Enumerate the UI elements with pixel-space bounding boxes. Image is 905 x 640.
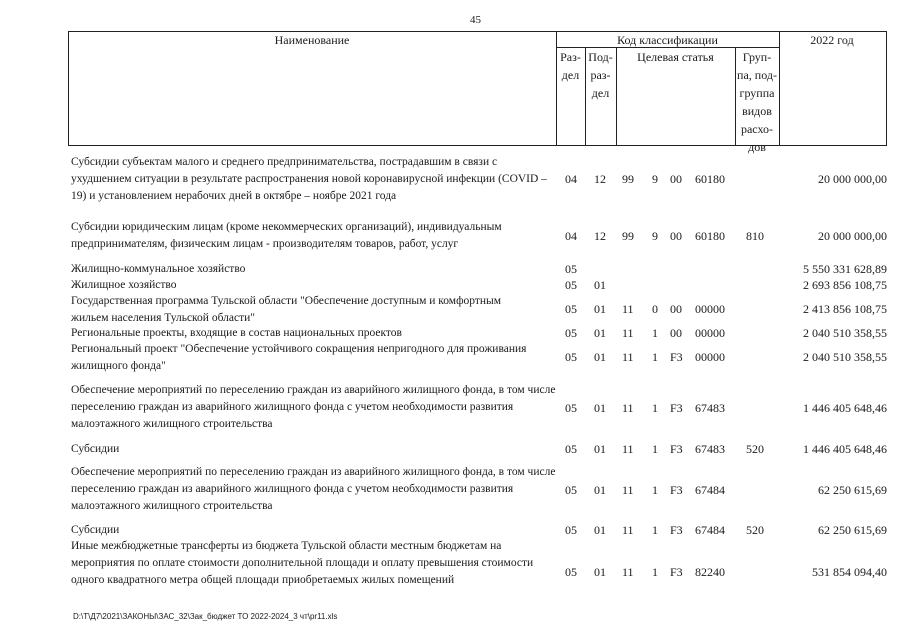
row-c4: 67483 xyxy=(695,401,725,415)
row-c1: 11 xyxy=(622,350,634,364)
row-c1: 99 xyxy=(622,172,634,186)
row-amount: 2 040 510 358,55 xyxy=(803,326,887,340)
row-c2: 1 xyxy=(652,401,658,415)
row-c1: 11 xyxy=(622,326,634,340)
header-podrazdel: Под- раз- дел xyxy=(588,50,613,100)
row-amount: 2 693 856 108,75 xyxy=(803,278,887,292)
row-name: Жилищно-коммунальное хозяйство xyxy=(71,263,246,275)
row-name: Жилищное хозяйство xyxy=(71,279,177,291)
row-name: Субсидии субъектам малого и среднего предпринимательства, пострадавшим в связи с ухудшением ситуации в результате распространения новой коронавирусной инфекции (COVID – 19) и установлением нерабочих дней в октябре – ноябре 2021 года xyxy=(71,156,547,202)
row-c3: F3 xyxy=(670,350,683,364)
row-pr: 01 xyxy=(594,401,606,415)
row-c2: 1 xyxy=(652,565,658,579)
row-amount: 1 446 405 648,46 xyxy=(803,442,887,456)
row-pr: 01 xyxy=(594,302,606,316)
row-name: Государственная программа Тульской области "Обеспечение доступным и комфортным жильем населения Тульской области" xyxy=(71,295,502,324)
row-c4: 60180 xyxy=(695,229,725,243)
row-c4: 67483 xyxy=(695,442,725,456)
row-pr: 01 xyxy=(594,523,606,537)
row-name: Иные межбюджетные трансферты из бюджета Тульской области местным бюджетам на мероприятия по оплате стоимости дополнительной площади и оплату превышения стоимости одного квадратного метра общей площади приобретаемых жилых помещений xyxy=(71,540,534,586)
row-name: Субсидии юридическим лицам (кроме некоммерческих организаций), индивидуальным предпринимателям, физическим лицам - производителям товаров, работ, услуг xyxy=(71,221,502,250)
row-vr: 520 xyxy=(746,442,764,456)
row-c4: 00000 xyxy=(695,302,725,316)
row-c1: 11 xyxy=(622,302,634,316)
row-rz: 05 xyxy=(565,326,577,340)
row-c1: 11 xyxy=(622,523,634,537)
row-c2: 1 xyxy=(652,350,658,364)
row-c2: 1 xyxy=(652,523,658,537)
header-code-group: Код классификации xyxy=(617,33,718,47)
row-rz: 05 xyxy=(565,302,577,316)
row-c3: 00 xyxy=(670,229,682,243)
row-rz: 05 xyxy=(565,442,577,456)
row-rz: 05 xyxy=(565,565,577,579)
row-amount: 20 000 000,00 xyxy=(818,172,887,186)
row-c4: 00000 xyxy=(695,326,725,340)
row-c2: 1 xyxy=(652,326,658,340)
row-amount: 62 250 615,69 xyxy=(818,483,887,497)
row-c2: 9 xyxy=(652,229,658,243)
row-vr: 520 xyxy=(746,523,764,537)
row-name: Обеспечение мероприятий по переселению граждан из аварийного жилищного фонда, в том числе переселению граждан из аварийного жилищного фонда с учетом необходимости развития малоэтажного жилищного строительства xyxy=(71,466,556,512)
row-c3: F3 xyxy=(670,401,683,415)
row-rz: 04 xyxy=(565,229,577,243)
row-pr: 12 xyxy=(594,172,606,186)
header-group: Груп- па, под- группа видов расхо- дов xyxy=(737,50,777,154)
row-pr: 01 xyxy=(594,326,606,340)
row-rz: 05 xyxy=(565,401,577,415)
row-c3: F3 xyxy=(670,483,683,497)
row-rz: 05 xyxy=(565,350,577,364)
row-c3: 00 xyxy=(670,172,682,186)
row-rz: 04 xyxy=(565,172,577,186)
row-name: Региональные проекты, входящие в состав национальных проектов xyxy=(71,327,402,339)
row-c1: 11 xyxy=(622,483,634,497)
row-rz: 05 xyxy=(565,523,577,537)
row-c1: 99 xyxy=(622,229,634,243)
row-amount: 2 413 856 108,75 xyxy=(803,302,887,316)
row-amount: 20 000 000,00 xyxy=(818,229,887,243)
row-name: Обеспечение мероприятий по переселению граждан из аварийного жилищного фонда, в том числе переселению граждан из аварийного жилищного фонда с учетом необходимости развития малоэтажного жилищного строительства xyxy=(71,384,556,430)
row-amount: 5 550 331 628,89 xyxy=(803,262,887,276)
row-amount: 2 040 510 358,55 xyxy=(803,350,887,364)
row-pr: 01 xyxy=(594,278,606,292)
header-razdel: Раз- дел xyxy=(560,50,581,82)
header-year: 2022 год xyxy=(810,33,854,47)
row-c4: 00000 xyxy=(695,350,725,364)
row-c1: 11 xyxy=(622,442,634,456)
row-amount: 62 250 615,69 xyxy=(818,523,887,537)
row-name: Субсидии xyxy=(71,443,120,455)
row-vr: 810 xyxy=(746,229,764,243)
row-c3: F3 xyxy=(670,565,683,579)
row-pr: 12 xyxy=(594,229,606,243)
row-c3: F3 xyxy=(670,523,683,537)
row-amount: 1 446 405 648,46 xyxy=(803,401,887,415)
row-c2: 0 xyxy=(652,302,658,316)
row-c1: 11 xyxy=(622,401,634,415)
row-pr: 01 xyxy=(594,483,606,497)
row-amount: 531 854 094,40 xyxy=(812,565,887,579)
row-c3: 00 xyxy=(670,326,682,340)
row-c4: 67484 xyxy=(695,523,725,537)
row-rz: 05 xyxy=(565,483,577,497)
row-c4: 67484 xyxy=(695,483,725,497)
header-name: Наименование xyxy=(274,33,350,47)
header-target: Целевая статья xyxy=(637,50,714,64)
row-pr: 01 xyxy=(594,565,606,579)
file-path-footer: D:\Т\Д7\2021\ЗАКОНЫ\ЗАС_32\Зак_бюджет ТО 2022-2024_3 чт\pr11.xls xyxy=(73,612,338,621)
row-c2: 9 xyxy=(652,172,658,186)
row-c4: 82240 xyxy=(695,565,725,579)
row-c3: 00 xyxy=(670,302,682,316)
row-c4: 60180 xyxy=(695,172,725,186)
row-name: Региональный проект "Обеспечение устойчивого сокращения непригодного для проживания жилищного фонда" xyxy=(71,343,527,372)
row-c3: F3 xyxy=(670,442,683,456)
row-c2: 1 xyxy=(652,483,658,497)
row-c1: 11 xyxy=(622,565,634,579)
row-rz: 05 xyxy=(565,262,577,276)
row-pr: 01 xyxy=(594,442,606,456)
row-rz: 05 xyxy=(565,278,577,292)
row-c2: 1 xyxy=(652,442,658,456)
page-number: 45 xyxy=(470,14,481,26)
row-pr: 01 xyxy=(594,350,606,364)
row-name: Субсидии xyxy=(71,524,120,536)
